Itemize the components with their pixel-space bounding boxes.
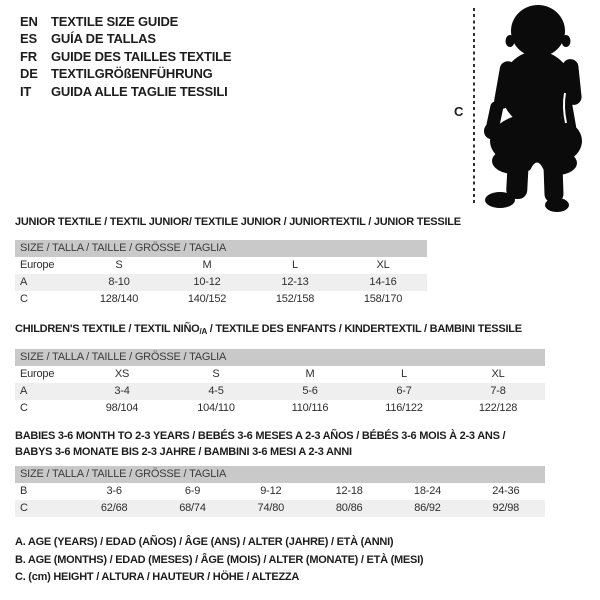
size-header-bar: SIZE / TALLA / TAILLE / GRÖSSE / TAGLIA (15, 466, 545, 483)
cell-value: 92/98 (492, 502, 520, 514)
column-header: L (292, 259, 298, 271)
toddler-silhouette-icon (483, 3, 595, 213)
cell-value: 18-24 (413, 485, 442, 497)
childrens-textile-section (15, 323, 545, 417)
cell-value: 74/80 (257, 502, 285, 514)
column-header: XL (376, 259, 390, 271)
cell-value: 7-8 (490, 385, 506, 397)
column-header: XS (114, 368, 130, 380)
cell-value: 80/86 (335, 502, 363, 514)
row-label: A (20, 385, 28, 397)
language-row (20, 65, 231, 82)
cell-value: 152/158 (275, 293, 315, 305)
title-subscript: /A (199, 327, 207, 336)
language-row (20, 30, 231, 47)
cell-value: 12-18 (335, 485, 363, 497)
row-label: A (20, 276, 28, 288)
language-code: EN (20, 14, 38, 29)
title-line: BABIES 3-6 MONTH TO 2-3 YEARS / BEBÉS 3-6 MESES A 2-3 AÑOS / BÉBÉS 3-6 MOIS À 2-3 ANS / (15, 430, 506, 442)
cell-value: 9-12 (260, 485, 282, 497)
cell-value: 158/170 (363, 293, 403, 305)
language-title: TEXTILE SIZE GUIDE (51, 14, 179, 29)
column-header: M (202, 259, 212, 271)
cell-value: 62/68 (100, 502, 128, 514)
language-title: GUIDA ALLE TAGLIE TESSILI (51, 83, 228, 99)
junior-textile-section (15, 216, 461, 308)
cell-value: 122/128 (478, 402, 518, 414)
table-row-b (15, 483, 545, 500)
language-title-list (20, 13, 231, 100)
table-row-c (15, 291, 427, 308)
column-header: L (401, 368, 407, 380)
language-code: ES (20, 31, 37, 47)
cell-value: 116/122 (385, 402, 423, 414)
cell-value: 10-12 (193, 276, 221, 288)
table-row-c (15, 500, 545, 517)
cell-value: 104/110 (197, 402, 235, 414)
height-measure-dashed-line (473, 8, 475, 206)
table-row-europe (15, 257, 427, 274)
table-row-c (15, 400, 545, 417)
title-part: / TEXTILE DES ENFANTS / KINDERTEXTIL / BAMBINI TESSILE (206, 323, 522, 335)
cell-value: 14-16 (369, 276, 397, 288)
table-row-a (15, 383, 545, 400)
note-c: C. (cm) HEIGHT / ALTURA / HAUTEUR / HÖHE / ALTEZZA (15, 571, 300, 583)
cell-value: 86/92 (414, 502, 441, 514)
cell-value: 12-13 (281, 276, 309, 288)
cell-value: 24-36 (492, 485, 520, 497)
column-header: XL (491, 368, 505, 380)
language-code: FR (20, 48, 37, 64)
column-header: S (115, 259, 123, 271)
cell-value: 4-5 (208, 385, 224, 397)
language-title: GUIDE DES TAILLES TEXTILE (51, 48, 232, 64)
size-header-bar: SIZE / TALLA / TAILLE / GRÖSSE / TAGLIA (15, 349, 545, 366)
cell-value: 98/104 (105, 402, 139, 414)
note-b: B. AGE (MONTHS) / EDAD (MESES) / ÂGE (MOIS) / ALTER (MONATE) / ETÀ (MESI) (15, 553, 424, 566)
language-row (20, 13, 231, 30)
language-code: DE (20, 66, 38, 82)
childrens-section-title (15, 323, 545, 338)
cell-value: 3-4 (114, 385, 130, 397)
column-header: S (212, 368, 220, 380)
note-a: A. AGE (YEARS) / EDAD (AÑOS) / ÂGE (ANS) / ALTER (JAHRE) / ETÀ (ANNI) (15, 536, 394, 548)
table-row-a (15, 274, 427, 291)
babies-textile-section (15, 429, 545, 517)
language-row (20, 48, 231, 65)
legend-notes (15, 534, 423, 587)
cell-value: 128/140 (99, 293, 139, 305)
junior-section-title: JUNIOR TEXTILE / TEXTIL JUNIOR/ TEXTILE JUNIOR / JUNIORTEXTIL / JUNIOR TESSILE (15, 216, 461, 228)
cell-value: 3-6 (106, 485, 122, 497)
language-title: TEXTILGRÖßENFÜHRUNG (51, 66, 213, 82)
height-measure-label: C (454, 104, 464, 119)
cell-value: 5-6 (302, 385, 318, 397)
row-label: C (20, 402, 28, 414)
size-header-bar: SIZE / TALLA / TAILLE / GRÖSSE / TAGLIA (15, 240, 427, 257)
title-part: CHILDREN'S TEXTILE / TEXTIL NIÑO (15, 323, 200, 335)
cell-value: 8-10 (108, 276, 130, 288)
language-title: GUÍA DE TALLAS (51, 31, 156, 47)
language-row (20, 83, 231, 100)
row-label: B (20, 485, 28, 497)
title-line: BABYS 3-6 MONATE BIS 2-3 JAHRE / BAMBINI 3-6 MESI A 2-3 ANNI (15, 445, 352, 458)
cell-value: 6-7 (396, 385, 412, 397)
cell-value: 68/74 (179, 502, 206, 514)
cell-value: 140/152 (187, 293, 227, 305)
row-label: Europe (20, 368, 55, 380)
cell-value: 6-9 (184, 485, 201, 497)
cell-value: 110/116 (291, 402, 329, 414)
language-code: IT (20, 83, 32, 99)
row-label: Europe (20, 259, 55, 271)
row-label: C (20, 293, 28, 305)
table-row-europe (15, 366, 545, 383)
row-label: C (20, 502, 28, 514)
column-header: M (305, 368, 315, 380)
babies-section-title (15, 429, 545, 460)
